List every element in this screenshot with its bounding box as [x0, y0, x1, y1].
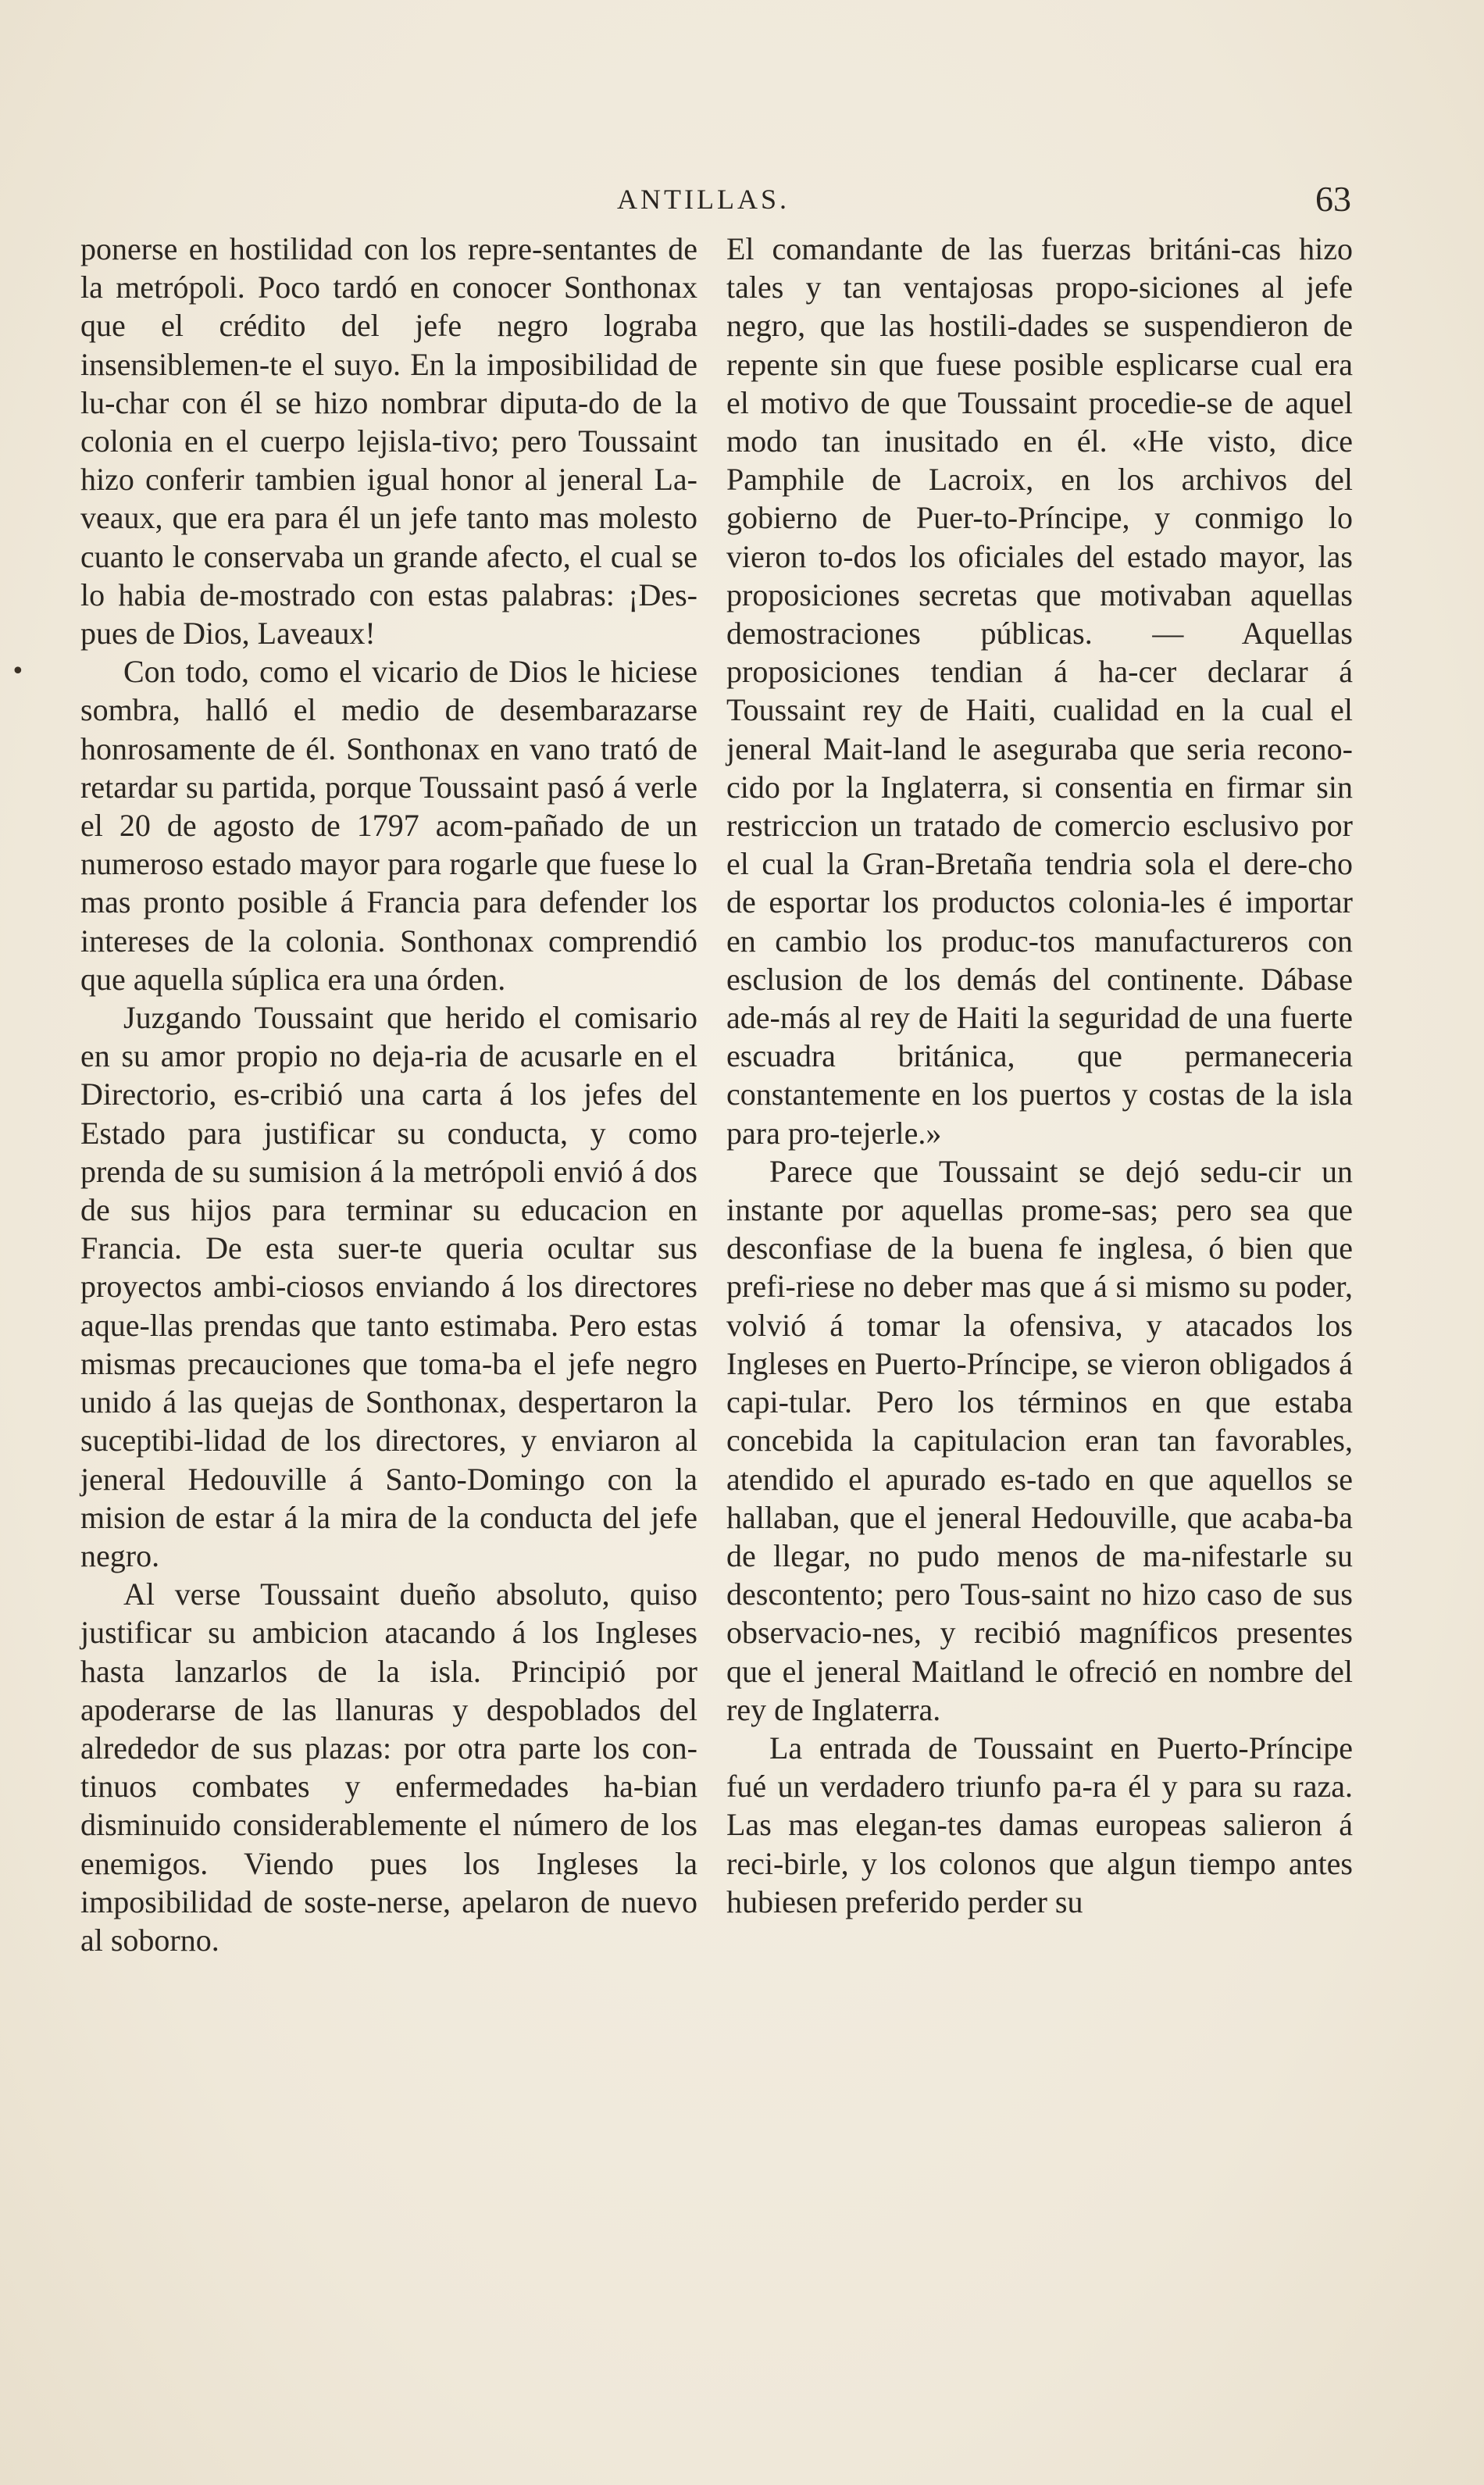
running-title: ANTILLAS. — [617, 184, 790, 215]
margin-mark: • — [11, 658, 25, 685]
paragraph: Juzgando Toussaint que herido el comisario en su amor propio no deja-ria de acusarle en el Directorio, es-cribió una carta á los jefes del Estado para justificar su conducta, y como prenda de su sumision á la metrópoli envió á dos de sus hijos para terminar su educacion en Francia. De esta suer-te queria ocultar sus proyectos ambi-ciosos enviando á los directores aque-llas prendas que tanto estimaba. Pero estas mismas precauciones que toma-ba el jefe negro unido á las quejas de Sonthonax, despertaron la suceptibi-lidad de los directores, y enviaron al jeneral Hedouville á Santo-Domingo con la mision de estar á la mira de la conducta del jefe negro. — [80, 1000, 697, 1573]
paragraph: Parece que Toussaint se dejó sedu-cir un instante por aquellas prome-sas; pero sea que desconfiase de la buena fe inglesa, ó bien que prefi-riese no deber mas que á si mismo su poder, volvió á tomar la ofensiva, y atacados los Ingleses en Puerto-Príncipe, se vieron obligados á capi-tular. Pero los términos en que estaba concebida la capitulacion eran tan favorables, atendido el apurado es-tado en que aquellos se hallaban, que el jeneral Hedouville, que acaba-ba de llegar, no pudo menos de ma-nifestarle su descontento; pero Tous-saint no hizo caso de sus observacio-nes, y recibió magníficos presentes que el jeneral Maitland le ofreció en nombre del rey de Inglaterra. — [726, 1153, 1353, 1727]
paragraph: El comandante de las fuerzas británi-cas hizo tales y tan ventajosas propo-siciones al jefe negro, que las hostili-dades se suspendieron de repente sin que fuese posible esplicarse cual era el motivo de que Toussaint procedie-se de aquel modo tan inusitado en él. «He visto, dice Pamphile de Lacroix, en los archivos del gobierno de Puer-to-Príncipe, y conmigo lo vieron to-dos los oficiales del estado mayor, las proposiciones secretas que motivaban aquellas demostraciones públicas. — Aquellas proposiciones tendian á ha-cer declarar á Toussaint rey de Haiti, cualidad en la cual el jeneral Mait-land le aseguraba que seria recono-cido por la Inglaterra, si consentia en firmar sin restriccion un tratado de comercio esclusivo por el cual la Gran-Bretaña tendria sola el dere-cho de esportar los productos colonia-les é importar en cambio los produc-tos manufactureros con esclusion de los demás del continente. Dábase ade-más al rey de Haiti la seguridad de una fuerte escuadra británica, que permaneceria constantemente en los puertos y costas de la isla para pro-tejerle.» — [726, 231, 1353, 1151]
paragraph: ponerse en hostilidad con los repre-sentantes de la metrópoli. Poco tardó en conocer Sonthonax que el crédito del jefe negro lograba insensiblemen-te el suyo. En la imposibilidad de lu-char con él se hizo nombrar diputa-do de la colonia en el cuerpo lejisla-tivo; pero Toussaint hizo conferir tambien igual honor al jeneral La-veaux, que era para él un jefe tanto mas molesto cuanto le conservaba un grande afecto, el cual se lo habia de-mostrado con estas palabras: ¡Des-pues de Dios, Laveaux! — [80, 231, 697, 652]
paragraph: La entrada de Toussaint en Puerto-Príncipe fué un verdadero triunfo pa-ra él y para su raza. Las mas elegan-tes damas europeas salieron á reci-birle, y los colonos que algun tiempo antes hubiesen preferido perder su — [726, 1730, 1353, 1919]
paragraph: Al verse Toussaint dueño absoluto, quiso justificar su ambicion atacando á los Ingleses hasta lanzarlos de la isla. Principió por apoderarse de las llanuras y despoblados del alrededor de sus plazas: por otra parte los con-tinuos combates y enfermedades ha-bian disminuido considerablemente el número de los enemigos. Viendo pues los Ingleses la imposibilidad de soste-nerse, apelaron de nuevo al soborno. — [80, 1576, 697, 1958]
page-header — [78, 178, 1359, 225]
paragraph: Con todo, como el vicario de Dios le hiciese sombra, halló el medio de desembarazarse honrosamente de él. Sonthonax en vano trató de retardar su partida, porque Toussaint pasó á verle el 20 de agosto de 1797 acom-pañado de un numeroso estado mayor para rogarle que fuese lo mas pronto posible á Francia para defender los intereses de la colonia. Sonthonax comprendió que aquella súplica era una órden. — [80, 654, 697, 997]
page-number: 63 — [1315, 179, 1351, 219]
right-column — [726, 230, 1353, 1921]
left-column — [80, 230, 697, 1959]
